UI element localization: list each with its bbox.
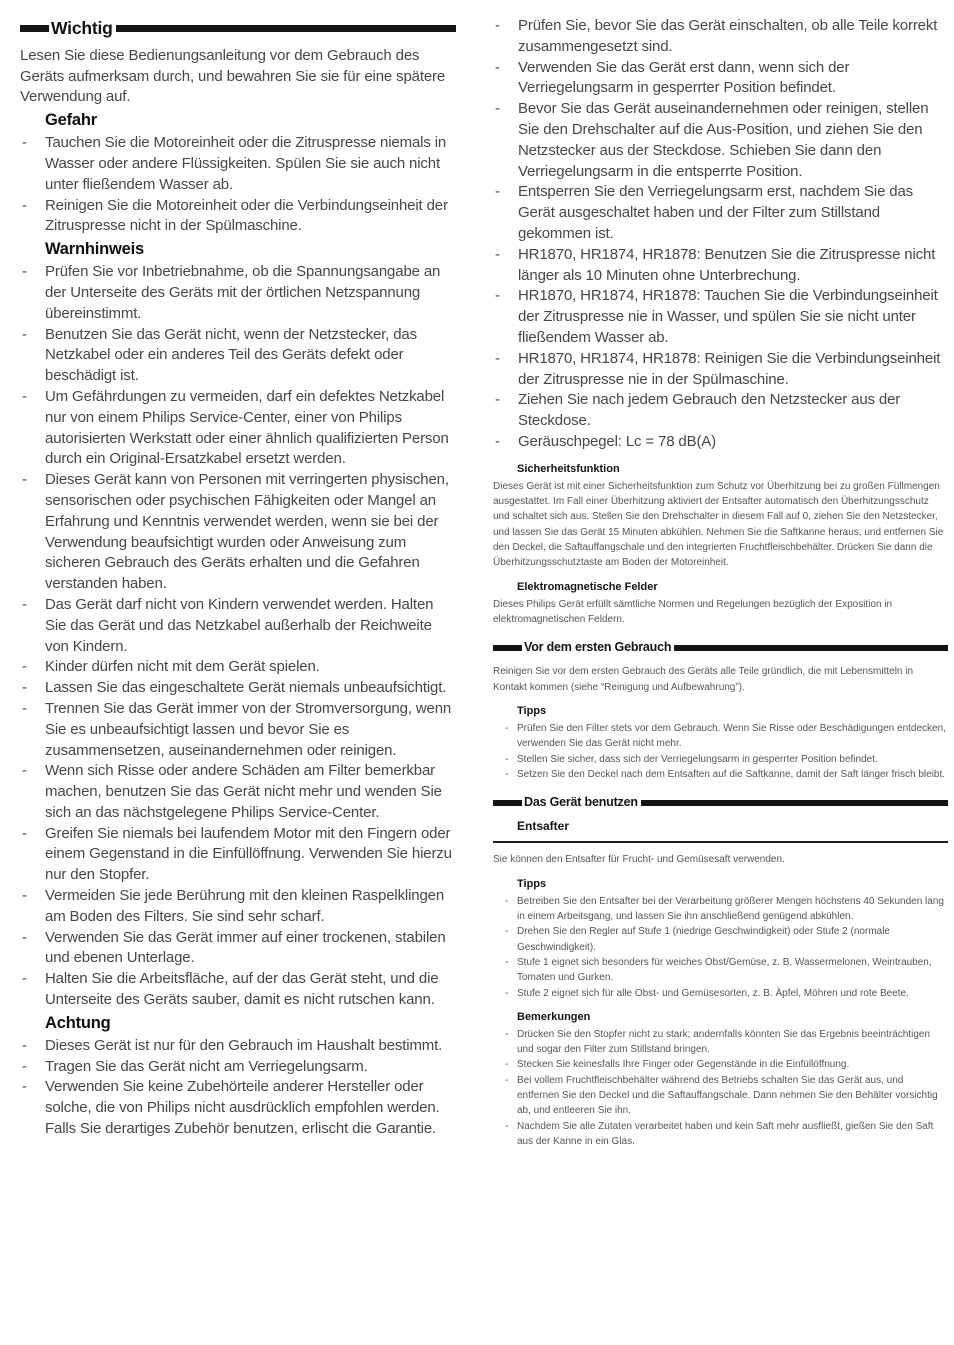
list-item-text: Verwenden Sie das Gerät immer auf einer trockenen, stabilen und ebenen Unterlage. [45, 928, 446, 967]
list-item [493, 752, 948, 767]
list-item [493, 1027, 948, 1058]
list-item [493, 390, 948, 432]
list-item [20, 387, 456, 470]
list-item-text: Reinigen Sie die Motoreinheit oder die Verbindungseinheit der Zitruspresse nicht in der Spülmaschine. [45, 196, 448, 235]
list-item [493, 894, 948, 925]
list-item [493, 245, 948, 287]
list-item-text: Stellen Sie sicher, dass sich der Verriegelungsarm in gesperrter Position befindet. [517, 753, 878, 765]
list-item [493, 58, 948, 100]
list-item-text: Ziehen Sie nach jedem Gebrauch den Netzstecker aus der Steckdose. [518, 391, 901, 430]
list-item-text: Prüfen Sie den Filter stets vor dem Gebrauch. Wenn Sie Risse oder Beschädigungen entdecken, verwenden Sie das Gerät nicht mehr. [517, 723, 946, 750]
emf-body: Dieses Philips Gerät erfüllt sämtliche Normen und Regelungen bezüglich der Exposition in elektromagnetischen Feldern. [493, 598, 893, 625]
list-item-text: Verwenden Sie das Gerät erst dann, wenn sich der Verriegelungsarm in gesperrter Position befindet. [518, 58, 850, 97]
list-item-text: Kinder dürfen nicht mit dem Gerät spielen. [45, 658, 320, 676]
list-item-text: Bei vollem Fruchtfleischbehälter während des Betriebs schalten Sie das Gerät aus, und entfernen Sie den Deckel und die Saftauffangschale. Dann nehmen Sie den Behälter vorsichtig ab, und entleeren Sie ihn. [517, 1074, 938, 1117]
list-item [20, 262, 456, 324]
list-item-text: Dieses Gerät ist nur für den Gebrauch im Haushalt bestimmt. [45, 1036, 443, 1054]
list-item-text: Nachdem Sie alle Zutaten verarbeitet haben und kein Saft mehr ausfließt, gießen Sie den Saft aus der Kanne in ein Glas. [517, 1120, 934, 1147]
section-header-das-geraet-benutzen [493, 795, 948, 810]
list-item-text: Setzen Sie den Deckel nach dem Entsaften auf die Saftkanne, damit der Saft länger frisch bleibt. [517, 768, 946, 780]
list-item-text: Wenn sich Risse oder andere Schäden am Filter bemerkbar machen, benutzen Sie das Gerät nicht mehr und wenden Sie sich an das nächstgelegene Philips Service-Center. [45, 762, 442, 821]
warnhinweis-bullet-list [20, 262, 456, 1011]
list-item [20, 470, 456, 595]
entsafter-body: Sie können den Entsafter für Frucht- und Gemüsesaft verwenden. [493, 854, 785, 866]
tipps-bullet-list-2 [493, 894, 948, 1001]
list-item [20, 886, 456, 928]
list-item-text: Vermeiden Sie jede Berührung mit den kleinen Raspelklingen am Boden des Filters. Sie sind sehr scharf. [45, 887, 445, 925]
list-item [493, 1057, 948, 1072]
list-item-text: Um Gefährdungen zu vermeiden, darf ein defektes Netzkabel nur von einem Philips Service-Center, einer von Philips autorisierten Werkstatt oder einer ähnlich qualifizierten Person durch ein Original-Ersatzkabel ersetzt werden. [45, 387, 449, 468]
left-column [20, 18, 456, 1140]
list-item-text: Entsperren Sie den Verriegelungsarm erst, nachdem Sie das Gerät ausgeschaltet haben und der Filter zum Stillstand gekommen ist. [518, 183, 914, 242]
sicherheitsfunktion-heading: Sicherheitsfunktion [517, 462, 620, 475]
bemerkungen-heading: Bemerkungen [517, 1010, 591, 1023]
header-bar-right [674, 645, 948, 651]
list-item-text: Lassen Sie das eingeschaltete Gerät niemals unbeaufsichtigt. [45, 679, 447, 697]
list-item-text: Verwenden Sie keine Zubehörteile anderer Hersteller oder solche, die von Philips nicht ausdrücklich empfohlen werden. Falls Sie derartiges Zubehör benutzen, erlischt die Garantie. [45, 1078, 440, 1138]
list-item-text: Tauchen Sie die Motoreinheit oder die Zitruspresse niemals in Wasser oder andere Flüssigkeiten. Spülen Sie sie auch nicht unter fließendem Wasser ab. [45, 134, 447, 193]
list-item [20, 1057, 456, 1078]
list-item-text: Betreiben Sie den Entsafter bei der Verarbeitung größerer Mengen höchstens 40 Sekunden lang in einem Arbeitsgang, und lassen Sie ihn anschließend genügend abkühlen. [517, 895, 944, 923]
list-item-text: HR1870, HR1874, HR1878: Reinigen Sie die Verbindungseinheit der Zitruspresse nie in der Spülmaschine. [518, 349, 941, 388]
section-title: Vor dem ersten Gebrauch [524, 640, 672, 655]
list-item [20, 657, 456, 678]
warnhinweis-continued-bullet-list [493, 16, 948, 453]
header-bar-left [493, 645, 522, 651]
list-item-text: Halten Sie die Arbeitsfläche, auf der das Gerät steht, und die Unterseite des Geräts sauber, damit es nicht rutschen kann. [45, 970, 439, 1009]
small-print-sections [493, 462, 948, 1150]
achtung-heading: Achtung [45, 1013, 111, 1032]
list-item-text: Greifen Sie niemals bei laufendem Motor mit den Fingern oder einem Gegenstand in die Einfüllöffnung. Verwenden Sie hierzu nur den Stopfer. [45, 824, 452, 884]
list-item-text: Dieses Gerät kann von Personen mit verringerten physischen, sensorischen oder psychischen Fähigkeiten oder Mangel an Erfahrung und Kenntnis verwendet werden, wenn sie bei der Verwendung beaufsichtigt wurden oder Anweisung zum sicheren Gebrauch des Geräts erhalten und die Gefahren verstanden haben. [45, 471, 449, 593]
list-item [493, 16, 948, 58]
list-item [20, 761, 456, 823]
list-item-text: HR1870, HR1874, HR1878: Tauchen Sie die Verbindungseinheit der Zitruspresse nie in Wasser, und spülen Sie sie nicht unter fließendem Wasser ab. [518, 287, 938, 346]
header-bar-left [20, 25, 49, 32]
entsafter-heading: Entsafter [517, 819, 570, 834]
list-item-text: Stecken Sie keinesfalls Ihre Finger oder Gegenstände in die Einfüllöffnung. [517, 1059, 850, 1071]
list-item [20, 1036, 456, 1057]
list-item-text: Tragen Sie das Gerät nicht am Verriegelungsarm. [45, 1057, 368, 1075]
list-item [20, 969, 456, 1011]
list-item [20, 133, 456, 195]
list-item-text: Prüfen Sie vor Inbetriebnahme, ob die Spannungsangabe an der Unterseite des Geräts mit der örtlichen Netzspannung übereinstimmt. [45, 263, 441, 322]
section-title: Das Gerät benutzen [524, 795, 638, 810]
achtung-bullet-list [20, 1036, 456, 1140]
list-item-text: Trennen Sie das Gerät immer von der Stromversorgung, wenn Sie es unbeaufsichtigt lassen und bevor Sie es zusammensetzen, auseinandernehmen oder reinigen. [45, 699, 452, 759]
list-item [493, 1073, 948, 1119]
list-item [493, 955, 948, 986]
divider-rule [493, 841, 948, 843]
list-item-text: Geräuschpegel: Lc = 78 dB(A) [518, 432, 716, 450]
list-item-text: Stufe 1 eignet sich besonders für weiches Obst/Gemüse, z. B. Wassermelonen, Weintrauben, Tomaten und Gurken. [517, 956, 932, 984]
list-item-text: Prüfen Sie, bevor Sie das Gerät einschalten, ob alle Teile korrekt zusammengesetzt sind. [518, 17, 938, 55]
warnhinweis-continued [493, 16, 948, 453]
gefahr-heading: Gefahr [45, 111, 97, 130]
intro-paragraph: Lesen Sie diese Bedienungsanleitung vor dem Gebrauch des Geräts aufmerksam durch, und bewahren Sie sie für eine spätere Verwendung auf. [20, 46, 446, 106]
list-item-text: Drücken Sie den Stopfer nicht zu stark; andernfalls könnten Sie das Ergebnis beeinträchtigen und sogar den Filter zum Stillstand bringen. [517, 1028, 931, 1056]
list-item [20, 1077, 456, 1139]
bemerkungen-bullet-list [493, 1027, 948, 1149]
sicherheitsfunktion-body: Dieses Gerät ist mit einer Sicherheitsfunktion zum Schutz vor Überhitzung bei zu großen Füllmengen ausgestattet. Im Fall einer Überhitzung aktiviert der Entsafter automatisch den Überhitzungsschutz und schaltet sich aus. Stellen Sie den Drehschalter in diesem Fall auf 0, ziehen Sie den Netzstecker, und lassen Sie das Gerät 15 Minuten abkühlen. Nehmen Sie die Saftkanne heraus, und entfernen Sie den Deckel, die Saftauffangschale und den integrierten Fruchtfleischbehälter. Drücken Sie dann die Überhitzungsschutztaste am Boden der Motoreinheit. [493, 480, 944, 569]
list-item [20, 699, 456, 761]
list-item [493, 924, 948, 955]
gefahr-bullet-list [20, 133, 456, 237]
list-item [493, 767, 948, 782]
header-bar-right [116, 25, 456, 32]
list-item [493, 286, 948, 348]
warnhinweis-heading: Warnhinweis [45, 240, 144, 259]
section-title: Wichtig [51, 18, 113, 38]
list-item [493, 721, 948, 752]
list-item [20, 824, 456, 886]
list-item-text: Stufe 2 eignet sich für alle Obst- und Gemüsesorten, z. B. Äpfel, Möhren und rote Beete. [517, 987, 909, 999]
section-header-wichtig [20, 18, 456, 39]
list-item [20, 928, 456, 970]
tipps-heading-1: Tipps [517, 705, 547, 717]
list-item [20, 678, 456, 699]
section-header-vor-dem-ersten-gebrauch [493, 640, 948, 655]
list-item-text: HR1870, HR1874, HR1878: Benutzen Sie die Zitruspresse nicht länger als 10 Minuten ohne Unterbrechung. [518, 245, 936, 284]
erster-gebrauch-body: Reinigen Sie vor dem ersten Gebrauch des Geräts alle Teile gründlich, die mit Lebensmitteln in Kontakt kommen (siehe “Reinigung und Aufbewahrung”). [493, 666, 914, 693]
list-item [493, 1119, 948, 1150]
header-bar-right [641, 800, 948, 806]
list-item [493, 432, 948, 453]
list-item-text: Bevor Sie das Gerät auseinandernehmen oder reinigen, stellen Sie den Drehschalter auf die Aus-Position, und ziehen Sie den Netzstecker aus der Steckdose. Schieben Sie dann den Verriegelungsarm in die entsperrte Position. [518, 100, 929, 180]
tipps-bullet-list-1 [493, 721, 948, 782]
list-item-text: Das Gerät darf nicht von Kindern verwendet werden. Halten Sie das Gerät und das Netzkabel außerhalb der Reichweite von Kindern. [45, 595, 434, 655]
emf-heading: Elektromagnetische Felder [517, 580, 658, 593]
list-item [20, 325, 456, 387]
list-item [493, 986, 948, 1001]
list-item [20, 595, 456, 657]
list-item [20, 196, 456, 238]
list-item [493, 182, 948, 244]
header-bar-left [493, 800, 522, 806]
list-item-text: Drehen Sie den Regler auf Stufe 1 (niedrige Geschwindigkeit) oder Stufe 2 (normale Geschwindigkeit). [517, 926, 890, 953]
tipps-heading-2: Tipps [517, 877, 547, 890]
entsafter-heading-block [493, 819, 948, 843]
right-column [493, 16, 948, 1149]
list-item [493, 99, 948, 182]
list-item [493, 349, 948, 391]
list-item-text: Benutzen Sie das Gerät nicht, wenn der Netzstecker, das Netzkabel oder ein anderes Teil des Geräts defekt oder beschädigt ist. [45, 325, 417, 385]
